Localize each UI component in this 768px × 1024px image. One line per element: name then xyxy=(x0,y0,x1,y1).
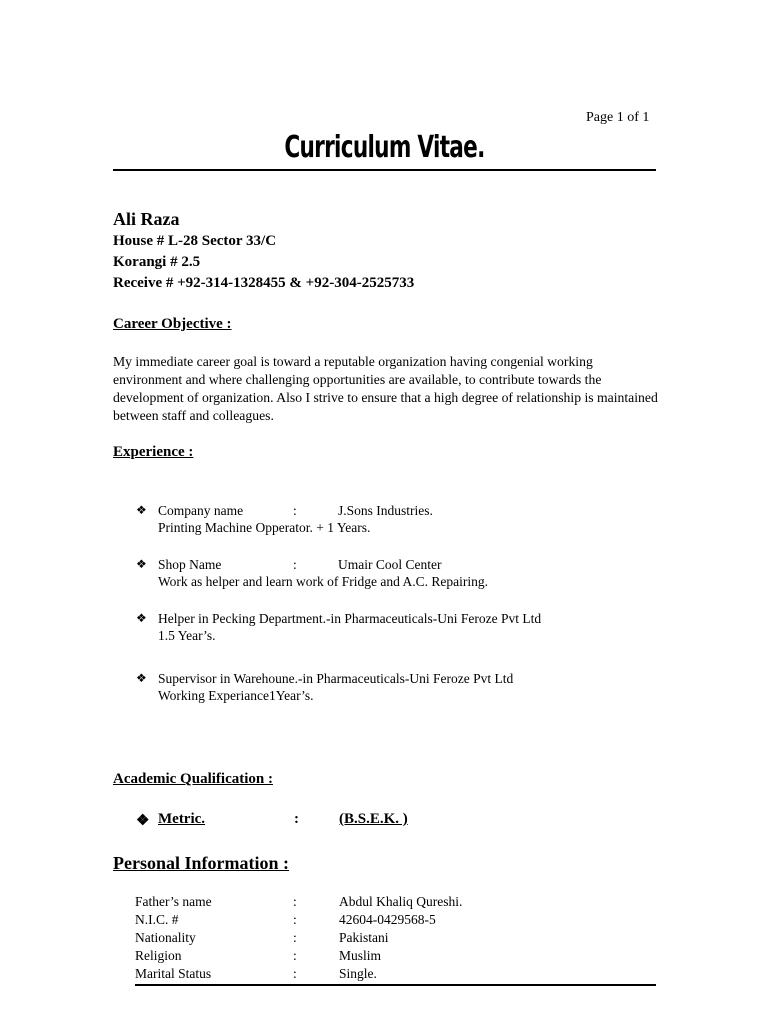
experience-separator: : xyxy=(293,503,297,518)
academic-heading: Academic Qualification : xyxy=(113,771,273,787)
info-label: N.I.C. # xyxy=(135,912,179,927)
info-row xyxy=(135,911,656,929)
bottom-divider xyxy=(135,984,656,986)
personal-info-table xyxy=(135,893,656,983)
experience-value: Umair Cool Center xyxy=(338,557,442,572)
info-row xyxy=(135,893,656,911)
experience-detail: Printing Machine Opperator. + 1 Years. xyxy=(158,520,371,535)
phone-numbers: Receive # +92-314-1328455 & +92-304-2525733 xyxy=(113,275,415,291)
diamond-bullet-icon: ❖ xyxy=(136,557,147,571)
info-separator: : xyxy=(293,930,297,945)
info-value: Single. xyxy=(339,966,377,981)
experience-detail: 1.5 Year’s. xyxy=(158,628,216,643)
experience-heading: Experience : xyxy=(113,444,194,460)
diamond-bullet-icon: ❖ xyxy=(136,503,147,517)
experience-detail: Working Experiance1Year’s. xyxy=(158,688,314,703)
info-separator: : xyxy=(293,966,297,981)
info-label: Marital Status xyxy=(135,966,212,981)
experience-line: Supervisor in Warehoune.-in Pharmaceuticals-Uni Feroze Pvt Ltd xyxy=(158,671,514,686)
info-separator: : xyxy=(293,894,297,909)
diamond-bullet-icon: ❖ xyxy=(136,671,147,685)
info-value: Muslim xyxy=(339,948,382,963)
document-title: Curriculum Vitae. xyxy=(284,130,485,165)
info-separator: : xyxy=(293,912,297,927)
academic-board: (B.S.E.K. ) xyxy=(339,811,408,827)
academic-degree: Metric. xyxy=(158,811,206,827)
address-line-1: House # L-28 Sector 33/C xyxy=(113,233,277,249)
info-value: Pakistani xyxy=(339,930,389,945)
info-row xyxy=(135,947,656,965)
info-value: 42604-0429568-5 xyxy=(339,912,436,927)
info-row xyxy=(135,965,656,983)
diamond-bullet-icon: ❖ xyxy=(136,813,150,829)
career-objective-text: My immediate career goal is toward a reputable organization having congenial working environment and where challenging opportunities are available, to contribute towards the development of organization. Also I strive to ensure that a high degree of relationship is maintained between staff and colleagues. xyxy=(113,354,658,423)
experience-detail: Work as helper and learn work of Fridge and A.C. Repairing. xyxy=(158,574,488,589)
info-label: Nationality xyxy=(135,930,196,945)
title-divider xyxy=(113,169,656,171)
personal-info-heading: Personal Information : xyxy=(113,853,289,873)
experience-line: Helper in Pecking Department.-in Pharmaceuticals-Uni Feroze Pvt Ltd xyxy=(158,611,542,626)
experience-label: Shop Name xyxy=(158,557,222,572)
academic-separator: : xyxy=(294,811,299,827)
address-line-2: Korangi # 2.5 xyxy=(113,254,201,270)
page-number: Page 1 of 1 xyxy=(586,110,650,125)
career-objective-heading: Career Objective : xyxy=(113,316,232,332)
info-label: Religion xyxy=(135,948,182,963)
experience-label: Company name xyxy=(158,503,244,518)
info-row xyxy=(135,929,656,947)
info-value: Abdul Khaliq Qureshi. xyxy=(339,894,463,909)
info-separator: : xyxy=(293,948,297,963)
experience-separator: : xyxy=(293,557,297,572)
info-label: Father’s name xyxy=(135,894,212,909)
applicant-name: Ali Raza xyxy=(113,209,180,229)
diamond-bullet-icon: ❖ xyxy=(136,611,147,625)
experience-value: J.Sons Industries. xyxy=(338,503,433,518)
